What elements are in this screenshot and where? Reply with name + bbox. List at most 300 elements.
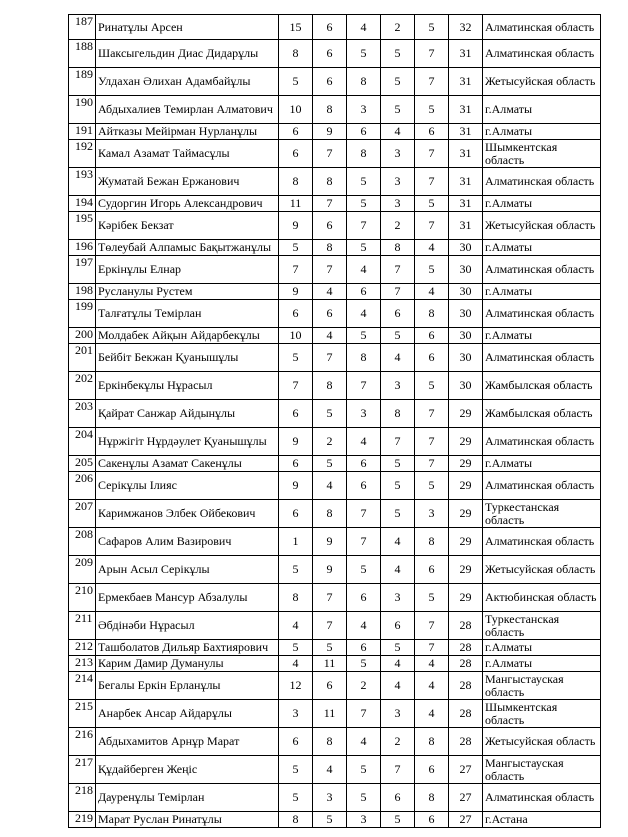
problem-score-cell: 5 <box>313 640 347 656</box>
problem-score-cell: 6 <box>279 500 313 528</box>
problem-score-cell: 7 <box>381 428 415 456</box>
problem-score-cell: 4 <box>415 284 449 300</box>
problem-score-cell: 7 <box>415 40 449 68</box>
row-number-cell: 216 <box>69 728 96 756</box>
problem-score-cell: 5 <box>347 196 381 212</box>
total-score-cell: 27 <box>449 784 483 812</box>
region-cell: г.Алматы <box>483 656 601 672</box>
problem-score-cell: 5 <box>415 472 449 500</box>
problem-score-cell: 7 <box>313 612 347 640</box>
problem-score-cell: 5 <box>381 328 415 344</box>
problem-score-cell: 6 <box>381 300 415 328</box>
table-row <box>69 240 601 256</box>
participant-name-cell: Шаксыгельдин Диас Дидарұлы <box>96 40 279 68</box>
participant-name-cell: Айтказы Мейірман Нурланұлы <box>96 124 279 140</box>
total-score-cell: 28 <box>449 672 483 700</box>
row-number-cell: 197 <box>69 256 96 284</box>
table-row <box>69 656 601 672</box>
total-score-cell: 28 <box>449 640 483 656</box>
total-score-cell: 29 <box>449 500 483 528</box>
participant-name-cell: Серікұлы Ілияс <box>96 472 279 500</box>
problem-score-cell: 5 <box>279 640 313 656</box>
total-score-cell: 31 <box>449 168 483 196</box>
problem-score-cell: 6 <box>279 456 313 472</box>
table-row <box>69 196 601 212</box>
problem-score-cell: 7 <box>313 584 347 612</box>
problem-score-cell: 4 <box>381 124 415 140</box>
problem-score-cell: 11 <box>313 656 347 672</box>
problem-score-cell: 3 <box>381 584 415 612</box>
problem-score-cell: 8 <box>415 528 449 556</box>
table-row <box>69 700 601 728</box>
region-cell: Алматинская область <box>483 472 601 500</box>
table-row <box>69 40 601 68</box>
problem-score-cell: 6 <box>415 344 449 372</box>
problem-score-cell: 2 <box>347 672 381 700</box>
problem-score-cell: 5 <box>313 400 347 428</box>
problem-score-cell: 8 <box>313 96 347 124</box>
row-number-cell: 213 <box>69 656 96 672</box>
region-cell: г.Алматы <box>483 328 601 344</box>
total-score-cell: 31 <box>449 212 483 240</box>
problem-score-cell: 7 <box>313 196 347 212</box>
problem-score-cell: 5 <box>313 456 347 472</box>
problem-score-cell: 7 <box>381 756 415 784</box>
problem-score-cell: 5 <box>381 500 415 528</box>
region-cell: Алматинская область <box>483 15 601 40</box>
problem-score-cell: 7 <box>415 456 449 472</box>
table-row <box>69 400 601 428</box>
region-cell: Жетысуйская область <box>483 212 601 240</box>
problem-score-cell: 6 <box>313 672 347 700</box>
row-number-cell: 190 <box>69 96 96 124</box>
problem-score-cell: 4 <box>347 15 381 40</box>
total-score-cell: 31 <box>449 68 483 96</box>
problem-score-cell: 5 <box>347 40 381 68</box>
table-row <box>69 212 601 240</box>
participant-name-cell: Абдыхамитов Арнұр Марат <box>96 728 279 756</box>
region-cell: Актюбинская область <box>483 584 601 612</box>
problem-score-cell: 15 <box>279 15 313 40</box>
participant-name-cell: Ринатұлы Арсен <box>96 15 279 40</box>
total-score-cell: 31 <box>449 140 483 168</box>
problem-score-cell: 7 <box>279 256 313 284</box>
table-row <box>69 284 601 300</box>
row-number-cell: 210 <box>69 584 96 612</box>
problem-score-cell: 8 <box>279 168 313 196</box>
total-score-cell: 30 <box>449 328 483 344</box>
problem-score-cell: 2 <box>381 212 415 240</box>
row-number-cell: 218 <box>69 784 96 812</box>
problem-score-cell: 4 <box>347 612 381 640</box>
problem-score-cell: 6 <box>279 124 313 140</box>
region-cell: Алматинская область <box>483 428 601 456</box>
problem-score-cell: 4 <box>381 672 415 700</box>
total-score-cell: 27 <box>449 812 483 828</box>
problem-score-cell: 4 <box>381 556 415 584</box>
problem-score-cell: 5 <box>415 15 449 40</box>
problem-score-cell: 4 <box>415 672 449 700</box>
row-number-cell: 188 <box>69 40 96 68</box>
problem-score-cell: 9 <box>279 212 313 240</box>
problem-score-cell: 5 <box>347 240 381 256</box>
problem-score-cell: 3 <box>415 500 449 528</box>
row-number-cell: 204 <box>69 428 96 456</box>
table-row <box>69 140 601 168</box>
region-cell: Жетысуйская область <box>483 728 601 756</box>
region-cell: г.Алматы <box>483 240 601 256</box>
region-cell: Мангыстауская область <box>483 672 601 700</box>
problem-score-cell: 3 <box>347 96 381 124</box>
problem-score-cell: 8 <box>347 140 381 168</box>
table-row <box>69 556 601 584</box>
participant-name-cell: Ташболатов Дильяр Бахтиярович <box>96 640 279 656</box>
problem-score-cell: 7 <box>347 528 381 556</box>
region-cell: Алматинская область <box>483 784 601 812</box>
problem-score-cell: 4 <box>415 656 449 672</box>
problem-score-cell: 4 <box>313 284 347 300</box>
participant-name-cell: Карим Дамир Думанулы <box>96 656 279 672</box>
problem-score-cell: 5 <box>279 68 313 96</box>
problem-score-cell: 8 <box>313 500 347 528</box>
problem-score-cell: 5 <box>381 68 415 96</box>
table-row <box>69 756 601 784</box>
problem-score-cell: 7 <box>347 700 381 728</box>
problem-score-cell: 5 <box>415 256 449 284</box>
problem-score-cell: 4 <box>347 300 381 328</box>
problem-score-cell: 5 <box>381 640 415 656</box>
row-number-cell: 191 <box>69 124 96 140</box>
total-score-cell: 31 <box>449 96 483 124</box>
problem-score-cell: 4 <box>313 756 347 784</box>
region-cell: г.Астана <box>483 812 601 828</box>
participant-name-cell: Құдайберген Жеңіс <box>96 756 279 784</box>
row-number-cell: 189 <box>69 68 96 96</box>
problem-score-cell: 6 <box>313 212 347 240</box>
problem-score-cell: 12 <box>279 672 313 700</box>
problem-score-cell: 3 <box>381 372 415 400</box>
table-row <box>69 472 601 500</box>
problem-score-cell: 4 <box>347 256 381 284</box>
problem-score-cell: 6 <box>347 584 381 612</box>
row-number-cell: 203 <box>69 400 96 428</box>
problem-score-cell: 5 <box>279 784 313 812</box>
total-score-cell: 29 <box>449 584 483 612</box>
problem-score-cell: 7 <box>347 212 381 240</box>
table-row <box>69 124 601 140</box>
problem-score-cell: 10 <box>279 96 313 124</box>
row-number-cell: 202 <box>69 372 96 400</box>
participant-name-cell: Марат Руслан Ринатұлы <box>96 812 279 828</box>
table-row <box>69 428 601 456</box>
problem-score-cell: 6 <box>347 640 381 656</box>
problem-score-cell: 7 <box>313 344 347 372</box>
problem-score-cell: 7 <box>415 428 449 456</box>
problem-score-cell: 7 <box>415 640 449 656</box>
results-table-page <box>68 14 601 828</box>
region-cell: Алматинская область <box>483 40 601 68</box>
table-row <box>69 612 601 640</box>
problem-score-cell: 9 <box>279 428 313 456</box>
participant-name-cell: Камал Азамат Таймасұлы <box>96 140 279 168</box>
problem-score-cell: 5 <box>381 812 415 828</box>
problem-score-cell: 5 <box>415 96 449 124</box>
region-cell: Туркестанская область <box>483 612 601 640</box>
total-score-cell: 29 <box>449 428 483 456</box>
problem-score-cell: 11 <box>313 700 347 728</box>
problem-score-cell: 8 <box>313 240 347 256</box>
problem-score-cell: 9 <box>279 472 313 500</box>
problem-score-cell: 7 <box>347 500 381 528</box>
row-number-cell: 193 <box>69 168 96 196</box>
problem-score-cell: 5 <box>347 784 381 812</box>
problem-score-cell: 7 <box>415 168 449 196</box>
row-number-cell: 209 <box>69 556 96 584</box>
problem-score-cell: 7 <box>279 372 313 400</box>
problem-score-cell: 3 <box>381 196 415 212</box>
total-score-cell: 31 <box>449 40 483 68</box>
row-number-cell: 206 <box>69 472 96 500</box>
row-number-cell: 214 <box>69 672 96 700</box>
problem-score-cell: 5 <box>279 756 313 784</box>
total-score-cell: 30 <box>449 372 483 400</box>
problem-score-cell: 7 <box>415 68 449 96</box>
table-row <box>69 672 601 700</box>
problem-score-cell: 5 <box>381 40 415 68</box>
problem-score-cell: 5 <box>347 656 381 672</box>
total-score-cell: 30 <box>449 256 483 284</box>
total-score-cell: 30 <box>449 284 483 300</box>
participant-name-cell: Кәрібек Бекзат <box>96 212 279 240</box>
total-score-cell: 29 <box>449 400 483 428</box>
results-table-body <box>69 15 601 828</box>
total-score-cell: 29 <box>449 456 483 472</box>
total-score-cell: 30 <box>449 300 483 328</box>
problem-score-cell: 5 <box>279 344 313 372</box>
problem-score-cell: 8 <box>415 300 449 328</box>
problem-score-cell: 5 <box>415 584 449 612</box>
problem-score-cell: 4 <box>381 656 415 672</box>
participant-name-cell: Улдахан Әлихан Адамбайұлы <box>96 68 279 96</box>
problem-score-cell: 6 <box>381 784 415 812</box>
problem-score-cell: 5 <box>415 196 449 212</box>
problem-score-cell: 2 <box>381 15 415 40</box>
region-cell: г.Алматы <box>483 96 601 124</box>
region-cell: Мангыстауская область <box>483 756 601 784</box>
problem-score-cell: 5 <box>415 372 449 400</box>
problem-score-cell: 6 <box>313 68 347 96</box>
problem-score-cell: 7 <box>313 140 347 168</box>
total-score-cell: 30 <box>449 240 483 256</box>
region-cell: Алматинская область <box>483 528 601 556</box>
problem-score-cell: 3 <box>381 140 415 168</box>
region-cell: Шымкентская область <box>483 700 601 728</box>
row-number-cell: 212 <box>69 640 96 656</box>
table-row <box>69 15 601 40</box>
problem-score-cell: 11 <box>279 196 313 212</box>
problem-score-cell: 6 <box>313 40 347 68</box>
participant-name-cell: Сакенұлы Азамат Сакенұлы <box>96 456 279 472</box>
problem-score-cell: 7 <box>313 256 347 284</box>
region-cell: г.Алматы <box>483 640 601 656</box>
problem-score-cell: 5 <box>381 472 415 500</box>
table-row <box>69 456 601 472</box>
region-cell: г.Алматы <box>483 196 601 212</box>
problem-score-cell: 4 <box>381 344 415 372</box>
problem-score-cell: 9 <box>313 528 347 556</box>
problem-score-cell: 8 <box>347 68 381 96</box>
problem-score-cell: 6 <box>279 300 313 328</box>
problem-score-cell: 5 <box>347 168 381 196</box>
problem-score-cell: 3 <box>313 784 347 812</box>
participant-name-cell: Каримжанов Элбек Ойбекович <box>96 500 279 528</box>
table-row <box>69 168 601 196</box>
participant-name-cell: Бегалы Еркін Ерланұлы <box>96 672 279 700</box>
problem-score-cell: 8 <box>279 40 313 68</box>
problem-score-cell: 3 <box>279 700 313 728</box>
total-score-cell: 29 <box>449 472 483 500</box>
row-number-cell: 211 <box>69 612 96 640</box>
participant-name-cell: Бейбіт Бекжан Қуанышұлы <box>96 344 279 372</box>
problem-score-cell: 4 <box>313 328 347 344</box>
problem-score-cell: 3 <box>347 812 381 828</box>
participant-name-cell: Анарбек Ансар Айдарұлы <box>96 700 279 728</box>
total-score-cell: 29 <box>449 556 483 584</box>
table-row <box>69 372 601 400</box>
table-row <box>69 500 601 528</box>
participant-name-cell: Төлеубай Алпамыс Бақытжанұлы <box>96 240 279 256</box>
table-row <box>69 96 601 124</box>
problem-score-cell: 5 <box>279 240 313 256</box>
problem-score-cell: 1 <box>279 528 313 556</box>
participant-name-cell: Нұржігіт Нұрдәулет Қуанышұлы <box>96 428 279 456</box>
problem-score-cell: 6 <box>415 556 449 584</box>
problem-score-cell: 7 <box>415 140 449 168</box>
problem-score-cell: 8 <box>381 400 415 428</box>
total-score-cell: 28 <box>449 728 483 756</box>
participant-name-cell: Еркінұлы Елнар <box>96 256 279 284</box>
problem-score-cell: 4 <box>415 240 449 256</box>
region-cell: Жетысуйская область <box>483 68 601 96</box>
table-row <box>69 300 601 328</box>
problem-score-cell: 5 <box>381 96 415 124</box>
problem-score-cell: 9 <box>279 284 313 300</box>
problem-score-cell: 7 <box>381 284 415 300</box>
table-row <box>69 256 601 284</box>
total-score-cell: 28 <box>449 612 483 640</box>
problem-score-cell: 8 <box>347 344 381 372</box>
total-score-cell: 28 <box>449 656 483 672</box>
participant-name-cell: Қайрат Санжар Айдынұлы <box>96 400 279 428</box>
problem-score-cell: 8 <box>313 168 347 196</box>
problem-score-cell: 9 <box>313 124 347 140</box>
problem-score-cell: 6 <box>347 472 381 500</box>
problem-score-cell: 4 <box>347 728 381 756</box>
problem-score-cell: 8 <box>279 812 313 828</box>
region-cell: г.Алматы <box>483 456 601 472</box>
problem-score-cell: 8 <box>313 728 347 756</box>
row-number-cell: 196 <box>69 240 96 256</box>
table-row <box>69 528 601 556</box>
participant-name-cell: Әбдінәби Нұрасыл <box>96 612 279 640</box>
problem-score-cell: 10 <box>279 328 313 344</box>
participant-name-cell: Судоргин Игорь Александрович <box>96 196 279 212</box>
region-cell: Алматинская область <box>483 256 601 284</box>
region-cell: Шымкентская область <box>483 140 601 168</box>
row-number-cell: 201 <box>69 344 96 372</box>
problem-score-cell: 2 <box>381 728 415 756</box>
region-cell: Жамбылская область <box>483 400 601 428</box>
problem-score-cell: 3 <box>347 400 381 428</box>
results-table <box>68 14 601 828</box>
problem-score-cell: 4 <box>381 528 415 556</box>
table-row <box>69 68 601 96</box>
total-score-cell: 30 <box>449 344 483 372</box>
problem-score-cell: 5 <box>313 812 347 828</box>
problem-score-cell: 2 <box>313 428 347 456</box>
participant-name-cell: Ермекбаев Мансур Абзалулы <box>96 584 279 612</box>
problem-score-cell: 4 <box>347 428 381 456</box>
problem-score-cell: 7 <box>415 612 449 640</box>
table-row <box>69 728 601 756</box>
problem-score-cell: 6 <box>279 140 313 168</box>
problem-score-cell: 6 <box>313 15 347 40</box>
participant-name-cell: Талғатұлы Темірлан <box>96 300 279 328</box>
region-cell: Жетысуйская область <box>483 556 601 584</box>
problem-score-cell: 6 <box>347 124 381 140</box>
table-row <box>69 812 601 828</box>
problem-score-cell: 6 <box>415 756 449 784</box>
problem-score-cell: 6 <box>347 456 381 472</box>
problem-score-cell: 8 <box>415 728 449 756</box>
total-score-cell: 32 <box>449 15 483 40</box>
total-score-cell: 29 <box>449 528 483 556</box>
participant-name-cell: Еркінбекұлы Нұрасыл <box>96 372 279 400</box>
row-number-cell: 187 <box>69 15 96 40</box>
problem-score-cell: 6 <box>347 284 381 300</box>
table-row <box>69 640 601 656</box>
row-number-cell: 215 <box>69 700 96 728</box>
problem-score-cell: 7 <box>381 256 415 284</box>
problem-score-cell: 6 <box>279 400 313 428</box>
region-cell: г.Алматы <box>483 124 601 140</box>
row-number-cell: 200 <box>69 328 96 344</box>
problem-score-cell: 7 <box>347 372 381 400</box>
participant-name-cell: Молдабек Айқын Айдарбекұлы <box>96 328 279 344</box>
problem-score-cell: 8 <box>415 784 449 812</box>
table-row <box>69 344 601 372</box>
participant-name-cell: Жуматай Бежан Ержанович <box>96 168 279 196</box>
row-number-cell: 198 <box>69 284 96 300</box>
problem-score-cell: 6 <box>415 328 449 344</box>
problem-score-cell: 3 <box>381 700 415 728</box>
problem-score-cell: 7 <box>415 212 449 240</box>
region-cell: Алматинская область <box>483 344 601 372</box>
table-row <box>69 328 601 344</box>
region-cell: Туркестанская область <box>483 500 601 528</box>
row-number-cell: 219 <box>69 812 96 828</box>
problem-score-cell: 6 <box>279 728 313 756</box>
problem-score-cell: 5 <box>347 556 381 584</box>
problem-score-cell: 4 <box>415 700 449 728</box>
total-score-cell: 31 <box>449 124 483 140</box>
row-number-cell: 205 <box>69 456 96 472</box>
row-number-cell: 195 <box>69 212 96 240</box>
total-score-cell: 31 <box>449 196 483 212</box>
row-number-cell: 199 <box>69 300 96 328</box>
region-cell: Алматинская область <box>483 168 601 196</box>
problem-score-cell: 9 <box>313 556 347 584</box>
